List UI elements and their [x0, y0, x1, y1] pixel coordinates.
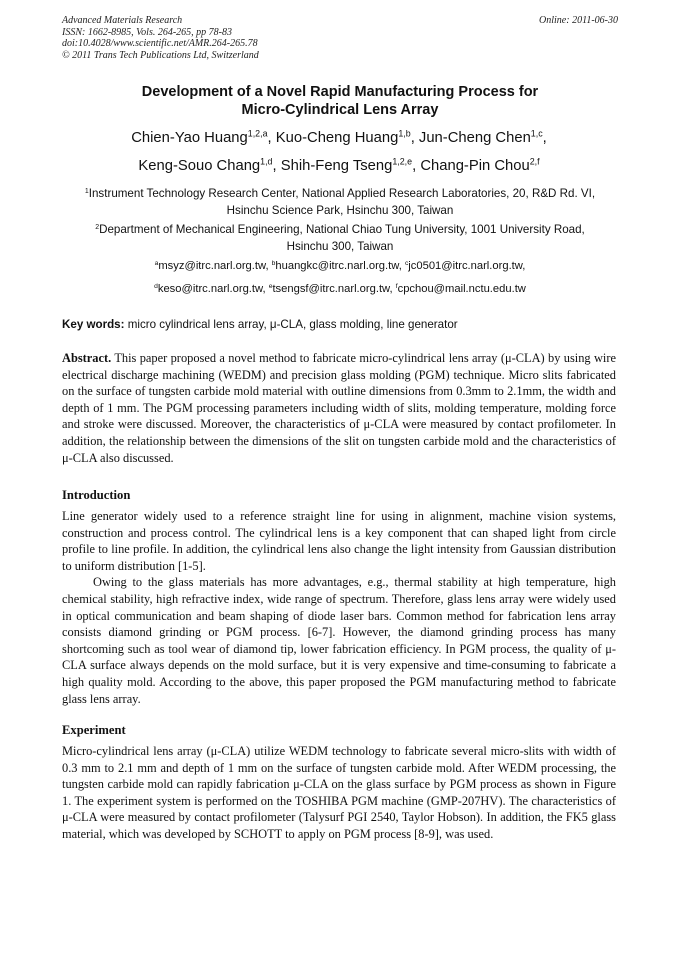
author-affil-sup: 1,c — [530, 128, 543, 139]
email-line-1 — [62, 255, 618, 278]
affiliation-text: Instrument Technology Research Center, National Applied Research Laboratories, 20, R&D Rd. VI, — [88, 187, 596, 200]
email-address: keso@itrc.narl.org.tw, — [157, 283, 269, 295]
affiliation-sup: 2 — [95, 223, 100, 231]
experiment-body — [62, 743, 616, 843]
email-sup: f — [395, 282, 398, 290]
email-address: huangkc@itrc.narl.org.tw, — [275, 260, 405, 272]
email-line-2 — [62, 278, 618, 301]
experiment-paragraph-1: Micro-cylindrical lens array (μ-CLA) utilize WEDM technology to fabricate several micro-slits with width of 0.3 mm to 2.1 mm and depth of 1 mm on the surface of tungsten carbide mold. After WEDM processing, the tungsten carbide mold can rapidly fabrication μ-CLA on the glass surface by PGM process as shown in Figure 1. The experiment system is performed on the TOSHIBA PGM machine (GMP-207HV). The characteristics of μ-CLA were measured by contact profilometer (Talysurf PGI 2540, Taylor Hobson). In addition, the FK5 glass material, which was developed by SCHOTT to apply on PGM process [8-9], was used. — [62, 744, 616, 841]
author-separator: , — [410, 130, 419, 146]
author-separator: , — [272, 158, 281, 174]
email-address: msyz@itrc.narl.org.tw, — [158, 260, 272, 272]
email-sup: e — [268, 282, 273, 290]
author-affil-sup: 1,2,e — [392, 156, 413, 167]
journal-name: Advanced Materials Research — [62, 15, 183, 26]
author-separator: , — [267, 130, 276, 146]
author-affil-sup: 1,2,a — [247, 128, 268, 139]
email-sup: d — [154, 282, 158, 290]
issn-line: ISSN: 1662-8985, Vols. 264-265, pp 78-83 — [62, 26, 232, 38]
abstract — [62, 350, 616, 466]
keywords-label: Key words: — [62, 318, 125, 331]
email-list — [62, 255, 618, 301]
online-date: Online: 2011-06-30 — [539, 15, 618, 26]
affiliation-line: Hsinchu 300, Taiwan — [286, 239, 394, 253]
affiliation-line: Hsinchu Science Park, Hsinchu 300, Taiwan — [226, 203, 454, 217]
author-affil-sup: 2,f — [529, 156, 540, 167]
affiliation-line — [62, 186, 618, 203]
author-separator: , — [412, 158, 421, 174]
affiliation-sup: 1 — [84, 187, 89, 195]
author-name: Kuo-Cheng Huang — [275, 130, 399, 146]
experiment-heading: Experiment — [62, 723, 126, 737]
copyright-line: © 2011 Trans Tech Publications Ltd, Switzerland — [62, 49, 259, 61]
author-name: Shih-Feng Tseng — [280, 158, 393, 174]
keywords-text: micro cylindrical lens array, μ-CLA, glass molding, line generator — [124, 318, 458, 331]
author-separator: , — [542, 130, 547, 146]
affiliation-line — [62, 222, 618, 239]
author-name: Jun-Cheng Chen — [418, 130, 531, 146]
author-name: Keng-Souo Chang — [138, 158, 261, 174]
author-affil-sup: 1,d — [260, 156, 273, 167]
introduction-heading: Introduction — [62, 488, 131, 502]
email-address: jc0501@itrc.narl.org.tw, — [408, 260, 526, 272]
introduction-paragraph-1: Line generator widely used to a reference straight line for using in alignment, machine vision systems, construction and process control. The cylindrical lens is a key component that can shaped light from circle profile to line profile. In addition, the cylindrical lens also change the light intensity from Gaussian distribution to uniform distribution [1-5]. — [62, 509, 616, 573]
introduction-body — [62, 508, 616, 707]
author-list — [40, 124, 638, 180]
affiliation-2 — [62, 222, 618, 255]
author-name: Chang-Pin Chou — [420, 158, 530, 174]
author-line-1 — [40, 124, 638, 152]
email-sup: a — [154, 259, 159, 267]
author-affil-sup: 1,b — [398, 128, 411, 139]
email-address: cpchou@mail.nctu.edu.tw — [397, 283, 526, 295]
email-sup: b — [271, 259, 276, 267]
title-line-2: Micro-Cylindrical Lens Array — [241, 102, 439, 118]
abstract-text: This paper proposed a novel method to fabricate micro-cylindrical lens array (μ-CLA) by using wire electrical discharge machining (WEDM) and precision glass molding (PGM) technique. Micro slits fabricated on the surface of tungsten carbide mold material with outline dimensions from 0.3mm to 2.1mm, the width and depth of 1 mm. The PGM processing parameters including width of slits, molding temperature, molding force and stroke were discussed. Moreover, the characteristics of μ-CLA were measured by contact profilometer. In addition, the relationship between the dimensions of the slit on tungsten carbide mold and the characteristics of μ-CLA also discussed. — [62, 351, 616, 465]
journal-header — [62, 15, 618, 61]
title-line-1: Development of a Novel Rapid Manufacturing Process for — [141, 84, 539, 100]
abstract-label: Abstract. — [62, 351, 112, 365]
author-name: Chien-Yao Huang — [131, 130, 248, 146]
email-sup: c — [404, 259, 409, 267]
introduction-paragraph-2: Owing to the glass materials has more advantages, e.g., thermal stability at high temperature, high chemical stability, high refractive index, wide range of spectrum. Therefore, glass lens array were widely used in optical communication and beam shaping of diode laser bars. Common method for fabrication lens array consists diamond grinding or PGM process. [6-7]. However, the diamond grinding process has many shortcoming such as tool wear of diamond tip, lower fabrication efficiency. In PGM process, the quality of μ-CLA surface always depends on the mold surface, but it is very expensive and time-consuming to fabricate a high quality mold. According to the above, this paper proposed the PGM manufacturing method to fabricate glass lens array. — [62, 575, 616, 706]
paper-title — [62, 83, 618, 119]
affiliation-1 — [62, 186, 618, 219]
doi-line: doi:10.4028/www.scientific.net/AMR.264-265.78 — [62, 38, 258, 49]
email-address: tsengsf@itrc.narl.org.tw, — [272, 283, 396, 295]
affiliation-text: Department of Mechanical Engineering, National Chiao Tung University, 1001 University Road, — [99, 223, 585, 236]
author-line-2 — [40, 152, 638, 180]
keywords — [62, 317, 618, 332]
